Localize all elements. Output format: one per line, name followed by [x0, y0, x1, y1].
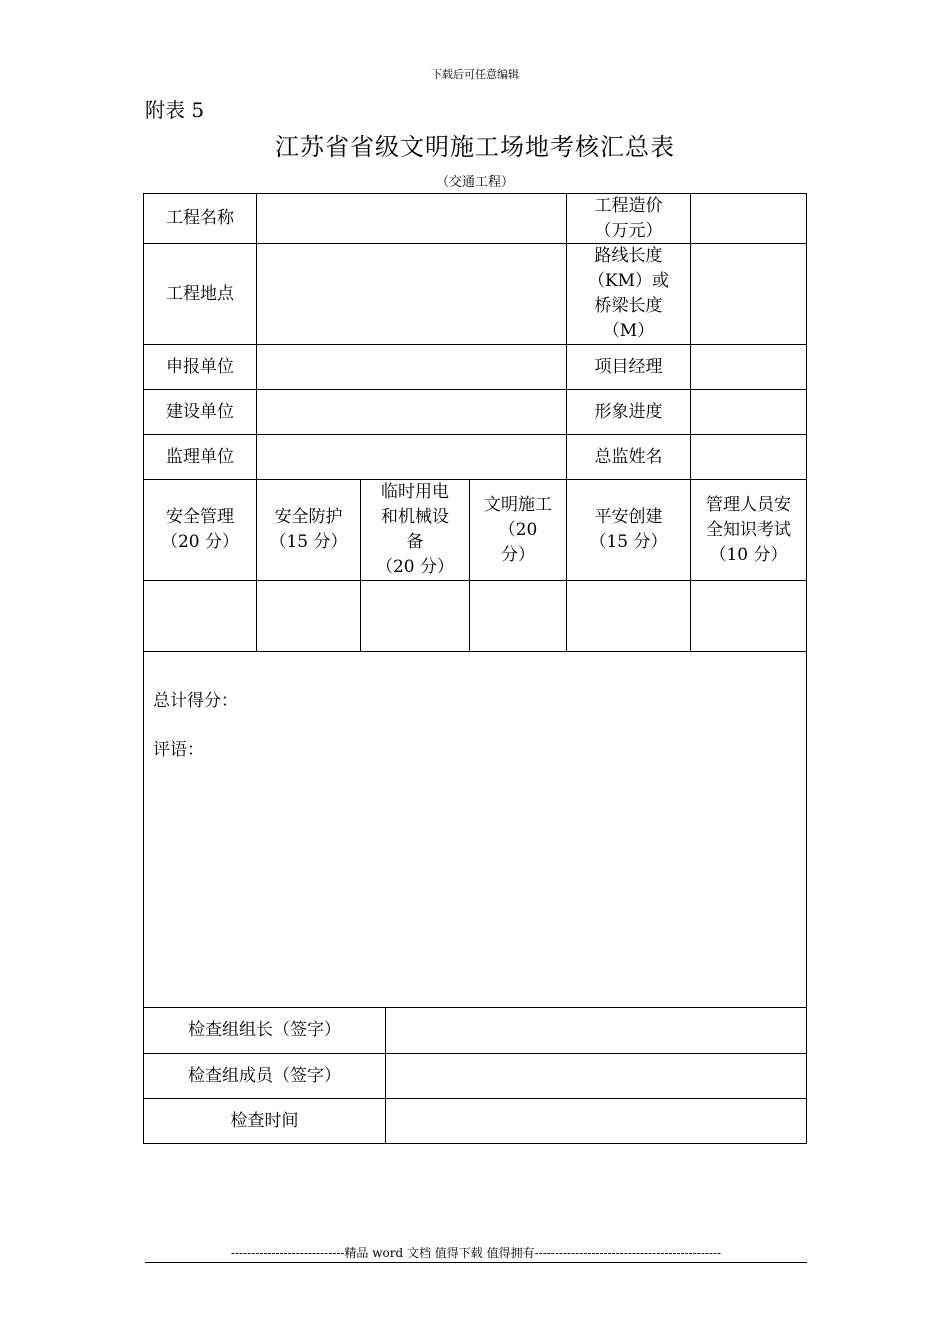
- document-title: 江苏省省级文明施工场地考核汇总表: [275, 133, 675, 161]
- label-project-name: 工程名称: [166, 208, 234, 228]
- field-progress[interactable]: [691, 390, 806, 434]
- field-route-length[interactable]: [691, 244, 806, 344]
- document-subtitle: （交通工程）: [435, 175, 514, 190]
- label-team-member: 检查组成员（签字）: [188, 1065, 341, 1086]
- field-team-leader-signature[interactable]: [386, 1008, 806, 1053]
- label-project-cost: 工程造价 （万元）: [594, 195, 663, 241]
- score-field-safety-protection[interactable]: [257, 581, 360, 651]
- label-progress: 形象进度: [594, 401, 663, 422]
- score-header-civilized-construction: 文明施工 （20 分）: [484, 494, 552, 565]
- footer-rule: [145, 1262, 807, 1263]
- appendix-label: 附表 5: [145, 98, 205, 122]
- score-header-safety-management: 安全管理 （20 分）: [160, 507, 240, 552]
- field-supervision-unit[interactable]: [257, 435, 566, 479]
- label-project-manager: 项目经理: [594, 356, 663, 377]
- label-declaring-unit: 申报单位: [166, 356, 234, 377]
- comment-label: 评语：: [153, 740, 204, 760]
- field-project-name[interactable]: [257, 194, 566, 243]
- field-project-cost[interactable]: [691, 194, 806, 243]
- label-supervision-unit: 监理单位: [166, 446, 234, 467]
- score-header-safe-creation: 平安创建 （15 分）: [589, 507, 668, 552]
- score-field-safe-creation[interactable]: [567, 581, 690, 651]
- label-inspection-time: 检查时间: [230, 1110, 299, 1131]
- label-project-location: 工程地点: [166, 283, 234, 304]
- score-header-temp-power: 临时用电 和机械设 备 （20 分）: [375, 482, 455, 577]
- field-chief-supervisor[interactable]: [691, 435, 806, 479]
- label-team-leader: 检查组组长（签字）: [188, 1020, 341, 1040]
- score-field-staff-safety-exam[interactable]: [691, 581, 806, 651]
- score-header-safety-protection: 安全防护 （15 分）: [269, 507, 348, 552]
- field-declaring-unit[interactable]: [257, 345, 566, 389]
- field-team-member-signature[interactable]: [386, 1054, 806, 1098]
- field-inspection-time[interactable]: [386, 1099, 806, 1143]
- comment-area[interactable]: [144, 652, 806, 1007]
- label-chief-supervisor: 总监姓名: [594, 446, 663, 467]
- header-note: 下载后可任意编辑: [431, 68, 519, 81]
- score-header-staff-safety-exam: 管理人员安 全知识考试 （10 分）: [706, 494, 791, 565]
- field-project-location[interactable]: [257, 244, 566, 344]
- score-field-safety-management[interactable]: [144, 581, 256, 651]
- total-score-label: 总计得分：: [153, 691, 238, 711]
- label-route-length: 路线长度 （KM）或 桥梁长度 （M）: [587, 246, 670, 341]
- field-construction-unit[interactable]: [257, 390, 566, 434]
- score-field-civilized-construction[interactable]: [470, 581, 566, 651]
- label-construction-unit: 建设单位: [166, 401, 234, 422]
- footer-text: ----------------------------精品 word 文档 值得下载 值得拥有----------------------------------------------: [230, 1246, 722, 1260]
- field-project-manager[interactable]: [691, 345, 806, 389]
- score-field-temp-power[interactable]: [361, 581, 469, 651]
